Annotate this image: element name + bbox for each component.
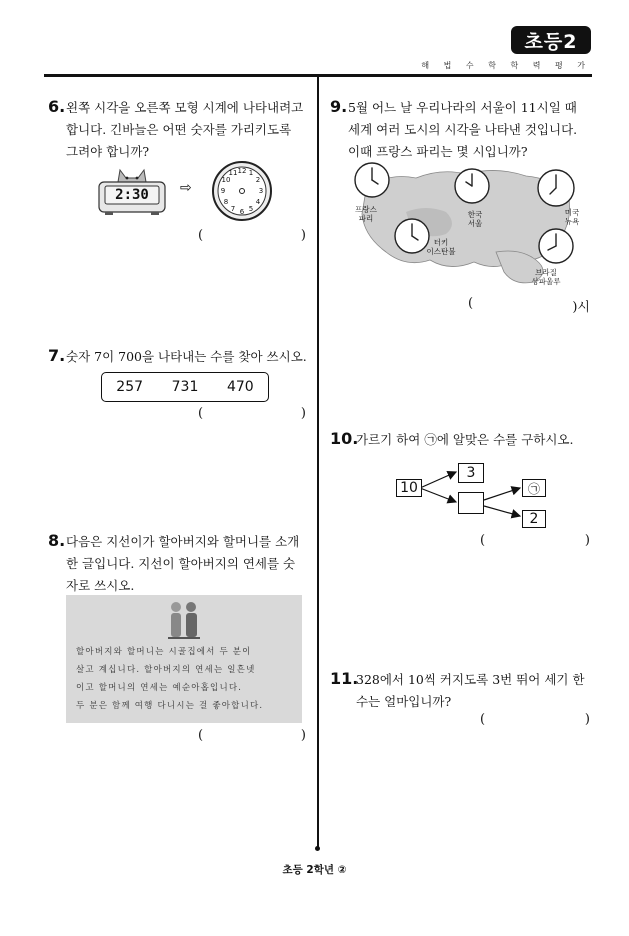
- city-label-istanbul: [420, 238, 462, 256]
- question-7-answer-blank[interactable]: [198, 406, 306, 424]
- column-divider: [317, 77, 319, 849]
- story-box: [66, 595, 302, 723]
- question-6-number: 6.: [48, 97, 66, 116]
- paren-open: (: [468, 296, 474, 311]
- grade-badge: 초등2: [511, 26, 591, 54]
- city-label-saopaulo: [524, 268, 568, 286]
- page-footer: 초등 2학년 ②: [282, 864, 347, 876]
- paren-open: (: [198, 406, 204, 421]
- story-line: 이고 할머니의 연세는 예순아홉입니다.: [76, 683, 243, 693]
- paren-close: ): [300, 406, 306, 421]
- country-name: 프랑스: [355, 205, 377, 214]
- story-line: 할아버지와 할머니는 시골집에서 두 분이: [76, 647, 252, 657]
- question-9: [330, 96, 592, 163]
- story-line: 두 분은 함께 여행 다니시는 걸 좋아합니다.: [76, 701, 264, 711]
- svg-text:3: 3: [258, 187, 264, 195]
- question-8-number: 8.: [48, 531, 66, 550]
- country-name: 미국: [564, 208, 580, 217]
- bottom-number-box: 2: [522, 510, 546, 528]
- analog-clock-model: [211, 160, 273, 222]
- country-name: 터키: [433, 238, 449, 247]
- question-6: [48, 96, 306, 163]
- paren-open: (: [480, 533, 486, 548]
- svg-text:6: 6: [239, 208, 245, 216]
- city-label-paris: [348, 205, 384, 223]
- paren-close: ): [584, 533, 590, 548]
- question-6-text: 왼쪽 시각을 오른쪽 모형 시계에 나타내려고 합니다. 긴바늘은 어떤 숫자를 가리키도록 그려야 합니까?: [66, 100, 304, 159]
- middle-blank-box[interactable]: [458, 492, 484, 514]
- question-11: [330, 668, 592, 713]
- paren-open: (: [198, 228, 204, 243]
- number-option: 257: [116, 379, 144, 395]
- question-9-answer-blank[interactable]: [468, 296, 590, 314]
- svg-text:1: 1: [248, 169, 254, 177]
- arrow-icon: ⇨: [180, 180, 192, 196]
- svg-text:12: 12: [237, 167, 247, 175]
- top-number-box: 3: [458, 463, 484, 483]
- svg-text:4: 4: [255, 198, 261, 206]
- city-label-seoul: [458, 210, 492, 228]
- country-name: 한국: [467, 210, 483, 219]
- question-10-answer-blank[interactable]: [480, 533, 590, 551]
- question-10: [330, 428, 592, 451]
- svg-text:11: 11: [228, 169, 238, 177]
- start-number-box: 10: [396, 479, 422, 497]
- paren-close: ): [300, 228, 306, 243]
- question-7-number: 7.: [48, 346, 66, 365]
- question-9-number: 9.: [330, 97, 348, 116]
- city-name: 뉴욕: [564, 217, 580, 226]
- question-11-answer-blank[interactable]: [480, 712, 590, 730]
- city-name: 상파울루: [531, 277, 561, 286]
- story-line: 살고 계십니다. 할아버지의 연세는 일흔넷: [76, 665, 256, 675]
- question-10-number: 10.: [330, 429, 359, 448]
- question-11-number: 11.: [330, 669, 359, 688]
- column-divider-end: [315, 846, 320, 851]
- digital-time-display: 2:30: [115, 187, 149, 203]
- question-7: [48, 345, 310, 368]
- paren-open: (: [480, 712, 486, 727]
- target-box: ㉠: [522, 479, 546, 497]
- paren-close: )시: [572, 300, 590, 315]
- question-7-text: 숫자 7이 700을 나타내는 수를 찾아 쓰시오.: [66, 349, 307, 364]
- country-name: 브라질: [535, 268, 557, 277]
- question-8-text: 다음은 지선이가 할아버지와 할머니를 소개한 글입니다. 지선이 할아버지의 연세를 숫자로 쓰시오.: [66, 534, 300, 593]
- exam-subtitle: 해 법 수 학 학 력 평 가: [421, 61, 591, 70]
- paren-close: ): [584, 712, 590, 727]
- svg-text:8: 8: [223, 198, 229, 206]
- paren-close: ): [300, 728, 306, 743]
- svg-text:10: 10: [221, 176, 231, 184]
- svg-text:5: 5: [248, 205, 254, 213]
- number-option: 731: [171, 379, 199, 395]
- number-options-box: [101, 372, 269, 402]
- question-9-text: 5월 어느 날 우리나라의 서울이 11시일 때 세계 여러 도시의 시각을 나타낸 것입니다. 이때 프랑스 파리는 몇 시입니까?: [348, 100, 578, 159]
- city-label-newyork: [556, 208, 588, 226]
- city-name: 서울: [467, 219, 483, 228]
- question-11-text: 328에서 10씩 커지도록 3번 뛰어 세기 한 수는 얼마입니까?: [356, 672, 585, 709]
- question-8-answer-blank[interactable]: [198, 728, 306, 746]
- grandparents-illustration: [166, 599, 202, 641]
- paren-open: (: [198, 728, 204, 743]
- city-name: 이스탄불: [426, 247, 456, 256]
- number-option: 470: [226, 379, 254, 395]
- city-name: 파리: [358, 214, 374, 223]
- question-6-answer-blank[interactable]: [198, 228, 306, 246]
- svg-text:2: 2: [255, 176, 261, 184]
- svg-text:9: 9: [220, 187, 226, 195]
- svg-text:7: 7: [230, 205, 236, 213]
- question-10-text: 가르기 하여 ㉠에 알맞은 수를 구하시오.: [356, 432, 574, 447]
- question-8: [48, 530, 306, 597]
